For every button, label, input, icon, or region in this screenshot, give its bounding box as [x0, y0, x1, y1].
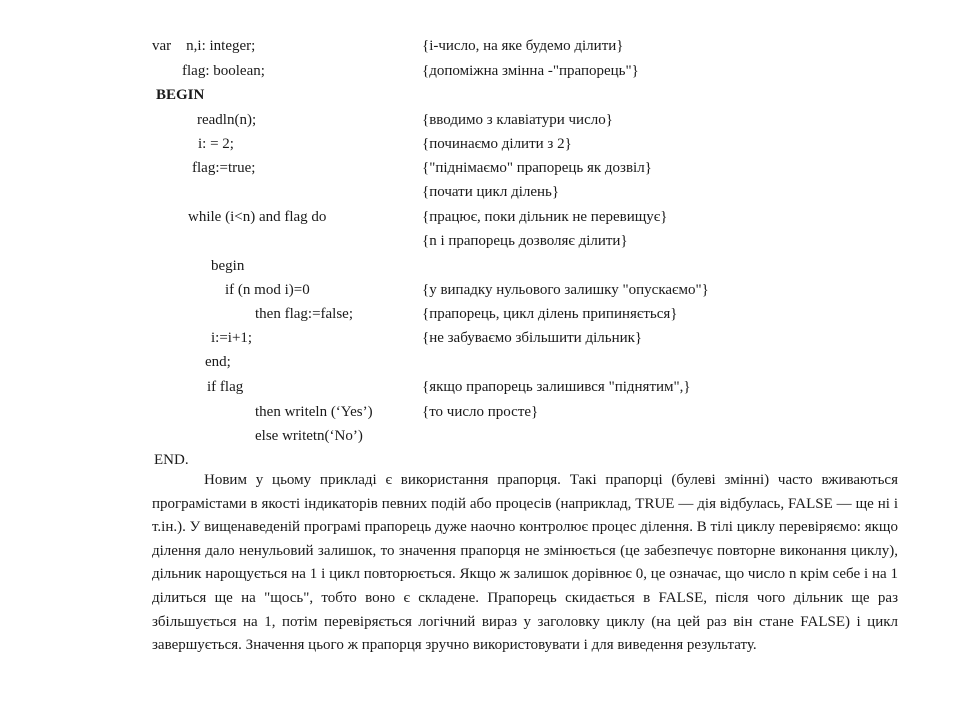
code-comment-readln: {вводимо з клавіатури число}: [422, 112, 613, 128]
code-line-if-mod: if (n mod i)=0: [225, 282, 310, 298]
code-comment-var: {і-число, на яке будемо ділити}: [422, 38, 624, 54]
code-comment-flag-true: {"піднімаємо" прапорець як дозвіл}: [422, 160, 652, 176]
code-line-end-block: end;: [205, 354, 231, 370]
code-line-if-flag: if flag: [207, 379, 244, 395]
code-line-writeln-yes: then writeln (‘Yes’): [255, 404, 373, 420]
code-line-flag-true: flag:=true;: [192, 160, 256, 176]
code-line-while: while (i<n) and flag do: [188, 209, 327, 225]
code-comment-if-mod: {у випадку нульового залишку "опускаємо"}: [422, 282, 709, 298]
code-comment-if-flag: {якщо прапорець залишився "піднятим",}: [422, 379, 691, 395]
code-line-flag-decl: flag: boolean;: [182, 63, 265, 79]
code-line-readln: readln(n);: [197, 112, 257, 128]
code-comment-while-cont: {n і прапорець дозволяє ділити}: [422, 233, 628, 249]
code-comment-i-assign: {починаємо ділити з 2}: [422, 136, 572, 152]
explanation-paragraph: Новим у цьому прикладі є використання прапорця. Такі прапорці (булеві змінні) часто вживаються програмістами в якості індикаторів певних подій або процесів (наприклад, TRUE — дія відбулась, FALSE — ще ні і т.ін.). У вищенаведеній програмі прапорець дуже наочно контролює процес ділення. В тілі циклу перевіряємо: якщо ділення дало ненульовий залишок, то значення прапорця не змінюється (це забезпечує повторне виконання циклу), дільник нарощується на 1 і цикл повторюється. Якщо ж залишок дорівнює 0, це означає, що число n крім себе і на 1 ділиться ще на "щось", тобто воно є складене. Прапорець скидається в FALSE, після чого дільник ще раз збільшується на 1, потім перевіряється логічний вираз у заголовку циклу (на цей раз він стане FALSE) і цикл завершується. Значення цього ж прапорця зручно використовувати і для виведення результату.: [152, 472, 898, 654]
code-line-then-false: then flag:=false;: [255, 306, 354, 322]
code-line-writeln-no: else writetn(‘No’): [255, 428, 363, 444]
code-comment-flag-decl: {допоміжна змінна -"прапорець"}: [422, 63, 639, 79]
code-comment-start-loop: {почати цикл ділень}: [422, 184, 560, 200]
code-line-increment: i:=i+1;: [211, 330, 253, 346]
code-line-begin-block: begin: [211, 258, 245, 274]
code-line-end-program: END.: [154, 452, 189, 468]
code-comment-increment: {не забуваємо збільшити дільник}: [422, 330, 643, 346]
code-line-begin-program: BEGIN: [156, 87, 205, 103]
code-line-var: var n,i: integer;: [152, 38, 256, 54]
code-comment-then-false: {прапорець, цикл ділень припиняється}: [422, 306, 678, 322]
code-line-i-assign: i: = 2;: [198, 136, 234, 152]
code-comment-writeln-yes: {то число просте}: [422, 404, 539, 420]
code-comment-while: {працює, поки дільник не перевищує}: [422, 209, 668, 225]
